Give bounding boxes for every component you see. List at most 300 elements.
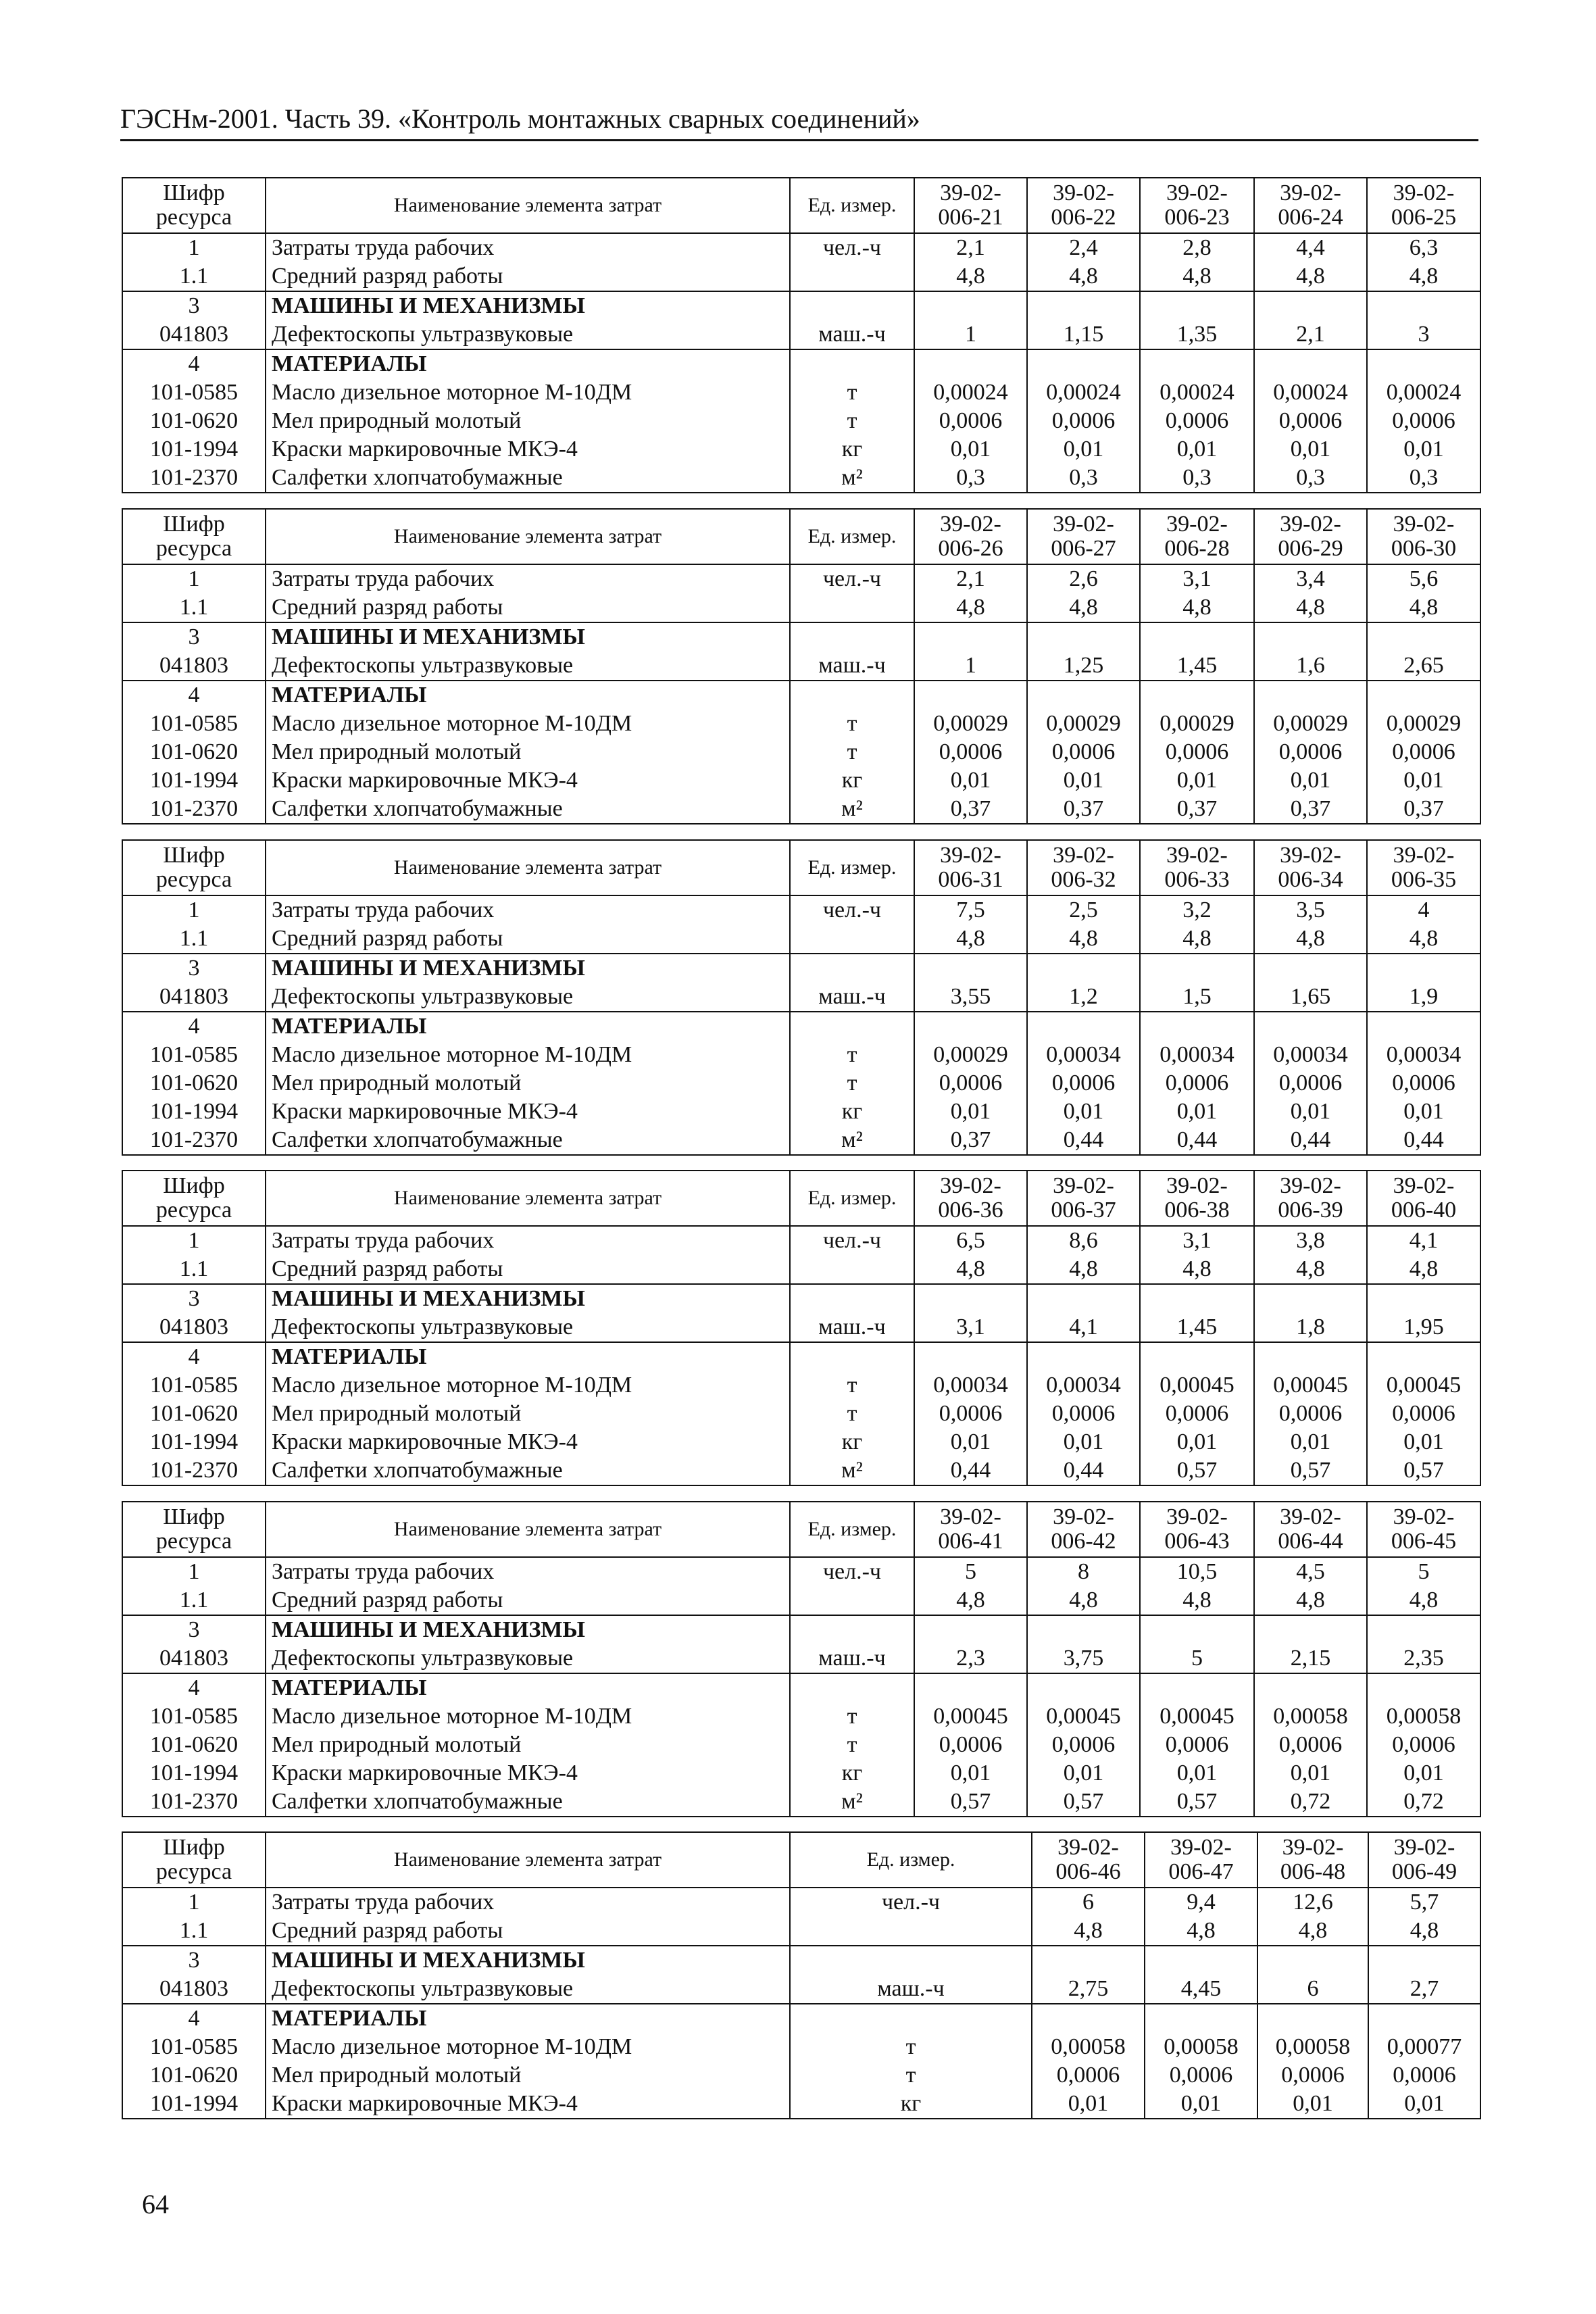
unit-value <box>790 1284 914 1313</box>
header-norm-code: 39-02-006-35 <box>1367 840 1480 895</box>
header-norm-code: 39-02-006-29 <box>1254 509 1367 564</box>
section-row <box>122 1342 1480 1371</box>
norm-value <box>1027 954 1140 983</box>
section-row <box>122 681 1480 710</box>
resource-name: Масло дизельное моторное М-10ДМ <box>266 1371 790 1400</box>
header-norm-code: 39-02-006-40 <box>1367 1171 1480 1226</box>
norm-value: 0,57 <box>914 1788 1027 1817</box>
header-norm-code: 39-02-006-38 <box>1140 1171 1254 1226</box>
resource-code: 101-1994 <box>122 1098 266 1126</box>
unit-value: чел.-ч <box>790 895 914 925</box>
unit-value: м² <box>790 1788 914 1817</box>
norm-value: 4 <box>1367 895 1480 925</box>
norm-value: 12,6 <box>1257 1888 1368 1917</box>
norm-value <box>1140 349 1254 378</box>
norm-value: 0,57 <box>1367 1456 1480 1485</box>
header-unit: Ед. измер. <box>790 1832 1032 1888</box>
table-row <box>122 1255 1480 1284</box>
table-row <box>122 795 1480 824</box>
norm-value <box>1254 1615 1367 1644</box>
table-row <box>122 1069 1480 1098</box>
norm-value: 0,01 <box>1140 1428 1254 1456</box>
norm-value <box>1368 1946 1480 1975</box>
resource-name: Масло дизельное моторное М-10ДМ <box>266 2033 790 2061</box>
norm-value: 0,01 <box>1032 2090 1145 2119</box>
norm-value: 0,01 <box>914 1098 1027 1126</box>
table-row <box>122 895 1480 925</box>
resource-code: 101-1994 <box>122 1428 266 1456</box>
norm-value: 0,0006 <box>1145 2061 1257 2090</box>
norm-value: 0,44 <box>1027 1456 1140 1485</box>
norm-value: 3 <box>1367 320 1480 349</box>
norm-value: 0,57 <box>1027 1788 1140 1817</box>
norm-value <box>1027 1342 1140 1371</box>
resource-code: 1 <box>122 1888 266 1917</box>
unit-value: чел.-ч <box>790 1557 914 1586</box>
header-norm-code: 39-02-006-49 <box>1368 1832 1480 1888</box>
norm-value <box>1367 1284 1480 1313</box>
header-name: Наименование элемента затрат <box>266 1502 790 1557</box>
unit-value: маш.-ч <box>790 651 914 681</box>
resource-code: 4 <box>122 349 266 378</box>
header-norm-code: 39-02-006-25 <box>1367 178 1480 233</box>
unit-value: чел.-ч <box>790 1226 914 1255</box>
resource-name: Краски маркировочные МКЭ-4 <box>266 2090 790 2119</box>
norm-value: 0,00045 <box>1367 1371 1480 1400</box>
resource-code: 4 <box>122 2004 266 2033</box>
norm-value: 0,0006 <box>914 407 1027 435</box>
resource-code: 101-2370 <box>122 1788 266 1817</box>
table-row <box>122 2061 1480 2090</box>
resource-name: Дефектоскопы ультразвуковые <box>266 320 790 349</box>
norm-value: 0,01 <box>914 435 1027 464</box>
norm-value: 0,00029 <box>1367 710 1480 738</box>
norm-value <box>1257 1946 1368 1975</box>
norm-value <box>1140 954 1254 983</box>
resource-code: 1 <box>122 233 266 262</box>
norm-value: 0,0006 <box>1027 407 1140 435</box>
header-code: Шифр ресурса <box>122 1832 266 1888</box>
norm-value: 0,0006 <box>1367 1069 1480 1098</box>
norm-value: 0,01 <box>1254 435 1367 464</box>
table-row <box>122 983 1480 1012</box>
norm-value: 0,0006 <box>1254 738 1367 766</box>
unit-value: маш.-ч <box>790 983 914 1012</box>
norm-value: 0,01 <box>1027 766 1140 795</box>
norm-value <box>1140 1284 1254 1313</box>
resource-name: Масло дизельное моторное М-10ДМ <box>266 1702 790 1731</box>
norm-value <box>1027 291 1140 320</box>
norm-value: 0,44 <box>1367 1126 1480 1155</box>
resource-code: 101-2370 <box>122 1456 266 1485</box>
norm-value: 1,8 <box>1254 1313 1367 1342</box>
norm-value: 5 <box>914 1557 1027 1586</box>
resource-code: 101-0585 <box>122 1041 266 1069</box>
header-norm-code: 39-02-006-27 <box>1027 509 1140 564</box>
resource-code: 1.1 <box>122 262 266 291</box>
norm-value <box>914 1342 1027 1371</box>
norm-value: 4,8 <box>1254 593 1367 622</box>
norm-value: 0,37 <box>914 795 1027 824</box>
norm-value: 0,00058 <box>1145 2033 1257 2061</box>
resource-name: МАТЕРИАЛЫ <box>266 1342 790 1371</box>
norm-value: 0,01 <box>1254 1428 1367 1456</box>
norm-value: 3,1 <box>1140 564 1254 593</box>
norm-value <box>914 1284 1027 1313</box>
norm-value: 5,7 <box>1368 1888 1480 1917</box>
norm-value: 0,44 <box>1140 1126 1254 1155</box>
norm-value: 0,37 <box>1140 795 1254 824</box>
unit-value <box>790 593 914 622</box>
table-row <box>122 320 1480 349</box>
norm-value: 4,8 <box>1254 1255 1367 1284</box>
norm-value: 0,01 <box>1254 1098 1367 1126</box>
norm-value <box>914 1673 1027 1702</box>
resource-code: 101-0585 <box>122 710 266 738</box>
norm-value: 1,95 <box>1367 1313 1480 1342</box>
resource-name: Затраты труда рабочих <box>266 233 790 262</box>
norm-value: 0,0006 <box>1367 738 1480 766</box>
resource-name: Дефектоскопы ультразвуковые <box>266 1313 790 1342</box>
unit-value: чел.-ч <box>790 233 914 262</box>
table-header-row <box>122 178 1480 233</box>
norm-value <box>1027 681 1140 710</box>
norm-value: 4,8 <box>1140 262 1254 291</box>
norm-value: 2,75 <box>1032 1975 1145 2004</box>
norm-value: 0,0006 <box>1367 1731 1480 1759</box>
norm-value: 0,00045 <box>914 1702 1027 1731</box>
norm-value: 4,5 <box>1254 1557 1367 1586</box>
resource-code: 3 <box>122 1284 266 1313</box>
table-row <box>122 407 1480 435</box>
resource-name: Затраты труда рабочих <box>266 564 790 593</box>
norm-value: 0,00024 <box>1140 378 1254 407</box>
resource-code: 1 <box>122 1557 266 1586</box>
norm-value: 0,00058 <box>1254 1702 1367 1731</box>
table-row <box>122 2090 1480 2119</box>
resource-code: 101-0620 <box>122 2061 266 2090</box>
norm-value: 0,00045 <box>1140 1371 1254 1400</box>
unit-value: маш.-ч <box>790 1644 914 1673</box>
table-row <box>122 766 1480 795</box>
norm-value <box>1032 2004 1145 2033</box>
norm-value: 6 <box>1032 1888 1145 1917</box>
norm-value: 0,3 <box>1027 464 1140 493</box>
resource-code: 4 <box>122 681 266 710</box>
resource-name: Салфетки хлопчатобумажные <box>266 795 790 824</box>
norm-value: 2,6 <box>1027 564 1140 593</box>
resource-name: Затраты труда рабочих <box>266 1226 790 1255</box>
resource-code: 1.1 <box>122 1586 266 1615</box>
norm-value: 4,8 <box>914 1255 1027 1284</box>
norm-value: 0,0006 <box>1027 1400 1140 1428</box>
unit-value <box>790 1673 914 1702</box>
norm-value: 0,72 <box>1254 1788 1367 1817</box>
section-row <box>122 1615 1480 1644</box>
norm-value: 7,5 <box>914 895 1027 925</box>
norm-value: 0,01 <box>1027 1428 1140 1456</box>
norm-value: 4,8 <box>1367 1586 1480 1615</box>
unit-value: т <box>790 1371 914 1400</box>
norm-value: 0,00045 <box>1254 1371 1367 1400</box>
norm-value: 1,45 <box>1140 651 1254 681</box>
header-code: Шифр ресурса <box>122 1171 266 1226</box>
header-norm-code: 39-02-006-48 <box>1257 1832 1368 1888</box>
norm-value: 2,1 <box>914 233 1027 262</box>
unit-value: кг <box>790 1759 914 1788</box>
norm-value: 4,1 <box>1027 1313 1140 1342</box>
unit-value <box>790 1012 914 1041</box>
norm-value <box>1367 1012 1480 1041</box>
norm-value: 2,5 <box>1027 895 1140 925</box>
norm-value <box>1254 622 1367 651</box>
section-row <box>122 2004 1480 2033</box>
header-norm-code: 39-02-006-41 <box>914 1502 1027 1557</box>
table-header-row <box>122 1171 1480 1226</box>
header-code: Шифр ресурса <box>122 1502 266 1557</box>
resource-name: Затраты труда рабочих <box>266 1888 790 1917</box>
resource-name: Краски маркировочные МКЭ-4 <box>266 1428 790 1456</box>
unit-value <box>790 622 914 651</box>
table-row <box>122 2033 1480 2061</box>
norm-value: 0,0006 <box>1027 1069 1140 1098</box>
resource-name: Масло дизельное моторное М-10ДМ <box>266 1041 790 1069</box>
norm-value: 0,00029 <box>914 1041 1027 1069</box>
norm-value: 1,15 <box>1027 320 1140 349</box>
resource-name: Дефектоскопы ультразвуковые <box>266 1644 790 1673</box>
section-row <box>122 1673 1480 1702</box>
resource-name: Салфетки хлопчатобумажные <box>266 464 790 493</box>
unit-value: кг <box>790 766 914 795</box>
header-norm-code: 39-02-006-34 <box>1254 840 1367 895</box>
norm-value: 3,2 <box>1140 895 1254 925</box>
resource-name: МАТЕРИАЛЫ <box>266 2004 790 2033</box>
norm-value: 1 <box>914 320 1027 349</box>
table-row <box>122 1400 1480 1428</box>
norm-value: 0,0006 <box>1140 1400 1254 1428</box>
resource-name: МАТЕРИАЛЫ <box>266 349 790 378</box>
header-norm-code: 39-02-006-28 <box>1140 509 1254 564</box>
norm-value: 0,00034 <box>914 1371 1027 1400</box>
norm-value: 2,7 <box>1368 1975 1480 2004</box>
table-row <box>122 1759 1480 1788</box>
norm-value: 1 <box>914 651 1027 681</box>
norm-value: 2,65 <box>1367 651 1480 681</box>
norm-value <box>914 954 1027 983</box>
header-norm-code: 39-02-006-31 <box>914 840 1027 895</box>
norm-value: 4,8 <box>1367 593 1480 622</box>
norm-value: 0,01 <box>1140 1098 1254 1126</box>
norm-value <box>1032 1946 1145 1975</box>
resource-name: Средний разряд работы <box>266 1255 790 1284</box>
unit-value: чел.-ч <box>790 1888 1032 1917</box>
norm-value: 4,8 <box>914 593 1027 622</box>
table-row <box>122 1041 1480 1069</box>
unit-value: т <box>790 1400 914 1428</box>
header-code: Шифр ресурса <box>122 178 266 233</box>
table-row <box>122 1428 1480 1456</box>
resource-name: Дефектоскопы ультразвуковые <box>266 983 790 1012</box>
norm-value: 4,8 <box>1254 925 1367 954</box>
norm-value: 0,01 <box>1257 2090 1368 2119</box>
norm-value <box>1257 2004 1368 2033</box>
norm-value: 6,5 <box>914 1226 1027 1255</box>
norm-value: 0,00034 <box>1254 1041 1367 1069</box>
norm-value: 4,8 <box>914 925 1027 954</box>
norm-value: 0,01 <box>1254 766 1367 795</box>
norm-value: 6,3 <box>1367 233 1480 262</box>
unit-value <box>790 1586 914 1615</box>
resource-code: 101-2370 <box>122 795 266 824</box>
norm-value: 0,44 <box>1254 1126 1367 1155</box>
norm-value: 0,37 <box>914 1126 1027 1155</box>
unit-value: м² <box>790 1456 914 1485</box>
norm-value: 5 <box>1140 1644 1254 1673</box>
norm-value: 0,3 <box>1140 464 1254 493</box>
norm-value <box>1027 1284 1140 1313</box>
norm-value: 0,0006 <box>1254 1400 1367 1428</box>
resource-code: 4 <box>122 1673 266 1702</box>
norm-value: 2,1 <box>1254 320 1367 349</box>
norm-value <box>1145 2004 1257 2033</box>
resource-name: Мел природный молотый <box>266 738 790 766</box>
table-row <box>122 1586 1480 1615</box>
norm-value: 4,45 <box>1145 1975 1257 2004</box>
norm-value: 0,0006 <box>1254 1069 1367 1098</box>
header-norm-code: 39-02-006-43 <box>1140 1502 1254 1557</box>
norm-value: 4,8 <box>1027 593 1140 622</box>
unit-value: т <box>790 738 914 766</box>
resource-name: МАШИНЫ И МЕХАНИЗМЫ <box>266 1946 790 1975</box>
norm-table <box>122 839 1481 1156</box>
norm-value <box>1140 1673 1254 1702</box>
resource-name: Краски маркировочные МКЭ-4 <box>266 435 790 464</box>
norm-value: 0,01 <box>1140 766 1254 795</box>
norm-value: 0,01 <box>1254 1759 1367 1788</box>
norm-value: 3,75 <box>1027 1644 1140 1673</box>
norm-value: 0,0006 <box>914 1069 1027 1098</box>
norm-value: 4,8 <box>914 262 1027 291</box>
header-norm-code: 39-02-006-47 <box>1145 1832 1257 1888</box>
norm-value: 0,01 <box>1367 435 1480 464</box>
norm-value: 0,01 <box>1145 2090 1257 2119</box>
resource-name: Дефектоскопы ультразвуковые <box>266 1975 790 2004</box>
table-header-row <box>122 1832 1480 1888</box>
norm-table <box>122 1831 1481 2119</box>
resource-name: Дефектоскопы ультразвуковые <box>266 651 790 681</box>
norm-value: 4,8 <box>1367 262 1480 291</box>
table-header-row <box>122 509 1480 564</box>
resource-name: МАШИНЫ И МЕХАНИЗМЫ <box>266 954 790 983</box>
resource-code: 3 <box>122 291 266 320</box>
header-unit: Ед. измер. <box>790 840 914 895</box>
resource-name: Мел природный молотый <box>266 1400 790 1428</box>
norm-value: 2,35 <box>1367 1644 1480 1673</box>
norm-value: 0,0006 <box>1254 1731 1367 1759</box>
resource-code: 041803 <box>122 1313 266 1342</box>
norm-value: 0,57 <box>1140 1788 1254 1817</box>
norm-value: 2,1 <box>914 564 1027 593</box>
resource-code: 101-0585 <box>122 378 266 407</box>
unit-value <box>790 681 914 710</box>
norm-value: 0,44 <box>914 1456 1027 1485</box>
unit-value: т <box>790 2061 1032 2090</box>
norm-value: 0,00034 <box>1140 1041 1254 1069</box>
norm-value: 0,01 <box>914 1428 1027 1456</box>
norm-value <box>1140 291 1254 320</box>
resource-name: МАТЕРИАЛЫ <box>266 1673 790 1702</box>
resource-code: 1 <box>122 564 266 593</box>
unit-value: т <box>790 2033 1032 2061</box>
section-row <box>122 349 1480 378</box>
header-norm-code: 39-02-006-23 <box>1140 178 1254 233</box>
norm-value: 4,8 <box>1140 1586 1254 1615</box>
unit-value <box>790 1615 914 1644</box>
table-row <box>122 1702 1480 1731</box>
norm-value: 2,3 <box>914 1644 1027 1673</box>
table-row <box>122 1975 1480 2004</box>
header-norm-code: 39-02-006-36 <box>914 1171 1027 1226</box>
header-code: Шифр ресурса <box>122 509 266 564</box>
header-norm-code: 39-02-006-45 <box>1367 1502 1480 1557</box>
header-norm-code: 39-02-006-42 <box>1027 1502 1140 1557</box>
norm-value: 1,6 <box>1254 651 1367 681</box>
norm-value: 0,37 <box>1027 795 1140 824</box>
table-row <box>122 1731 1480 1759</box>
norm-value: 0,0006 <box>1027 1731 1140 1759</box>
resource-code: 101-0620 <box>122 1731 266 1759</box>
norm-table <box>122 508 1481 824</box>
norm-value: 4,8 <box>1254 262 1367 291</box>
resource-name: Средний разряд работы <box>266 1917 790 1946</box>
header-name: Наименование элемента затрат <box>266 1832 790 1888</box>
norm-value: 8 <box>1027 1557 1140 1586</box>
resource-code: 1 <box>122 895 266 925</box>
norm-value: 0,0006 <box>1140 407 1254 435</box>
table-row <box>122 710 1480 738</box>
table-row <box>122 1098 1480 1126</box>
norm-value: 0,0006 <box>1140 1069 1254 1098</box>
norm-value: 0,00034 <box>1027 1371 1140 1400</box>
unit-value: т <box>790 407 914 435</box>
header-norm-code: 39-02-006-33 <box>1140 840 1254 895</box>
norm-value <box>914 681 1027 710</box>
resource-code: 1.1 <box>122 593 266 622</box>
norm-value: 1,35 <box>1140 320 1254 349</box>
norm-value: 0,01 <box>1367 1428 1480 1456</box>
resource-name: Масло дизельное моторное М-10ДМ <box>266 378 790 407</box>
resource-name: МАТЕРИАЛЫ <box>266 681 790 710</box>
resource-name: Салфетки хлопчатобумажные <box>266 1456 790 1485</box>
norm-value: 4,8 <box>1027 1586 1140 1615</box>
norm-value <box>914 1615 1027 1644</box>
norm-value <box>1367 622 1480 651</box>
table-row <box>122 1313 1480 1342</box>
norm-value <box>1254 1012 1367 1041</box>
resource-code: 4 <box>122 1342 266 1371</box>
unit-value: кг <box>790 1428 914 1456</box>
resource-name: Средний разряд работы <box>266 262 790 291</box>
norm-value: 0,01 <box>1027 1098 1140 1126</box>
norm-value: 4,8 <box>1027 925 1140 954</box>
section-row <box>122 291 1480 320</box>
resource-code: 3 <box>122 622 266 651</box>
resource-code: 101-1994 <box>122 2090 266 2119</box>
norm-value: 2,4 <box>1027 233 1140 262</box>
norm-value <box>1254 349 1367 378</box>
norm-value: 0,00024 <box>1254 378 1367 407</box>
unit-value: т <box>790 710 914 738</box>
